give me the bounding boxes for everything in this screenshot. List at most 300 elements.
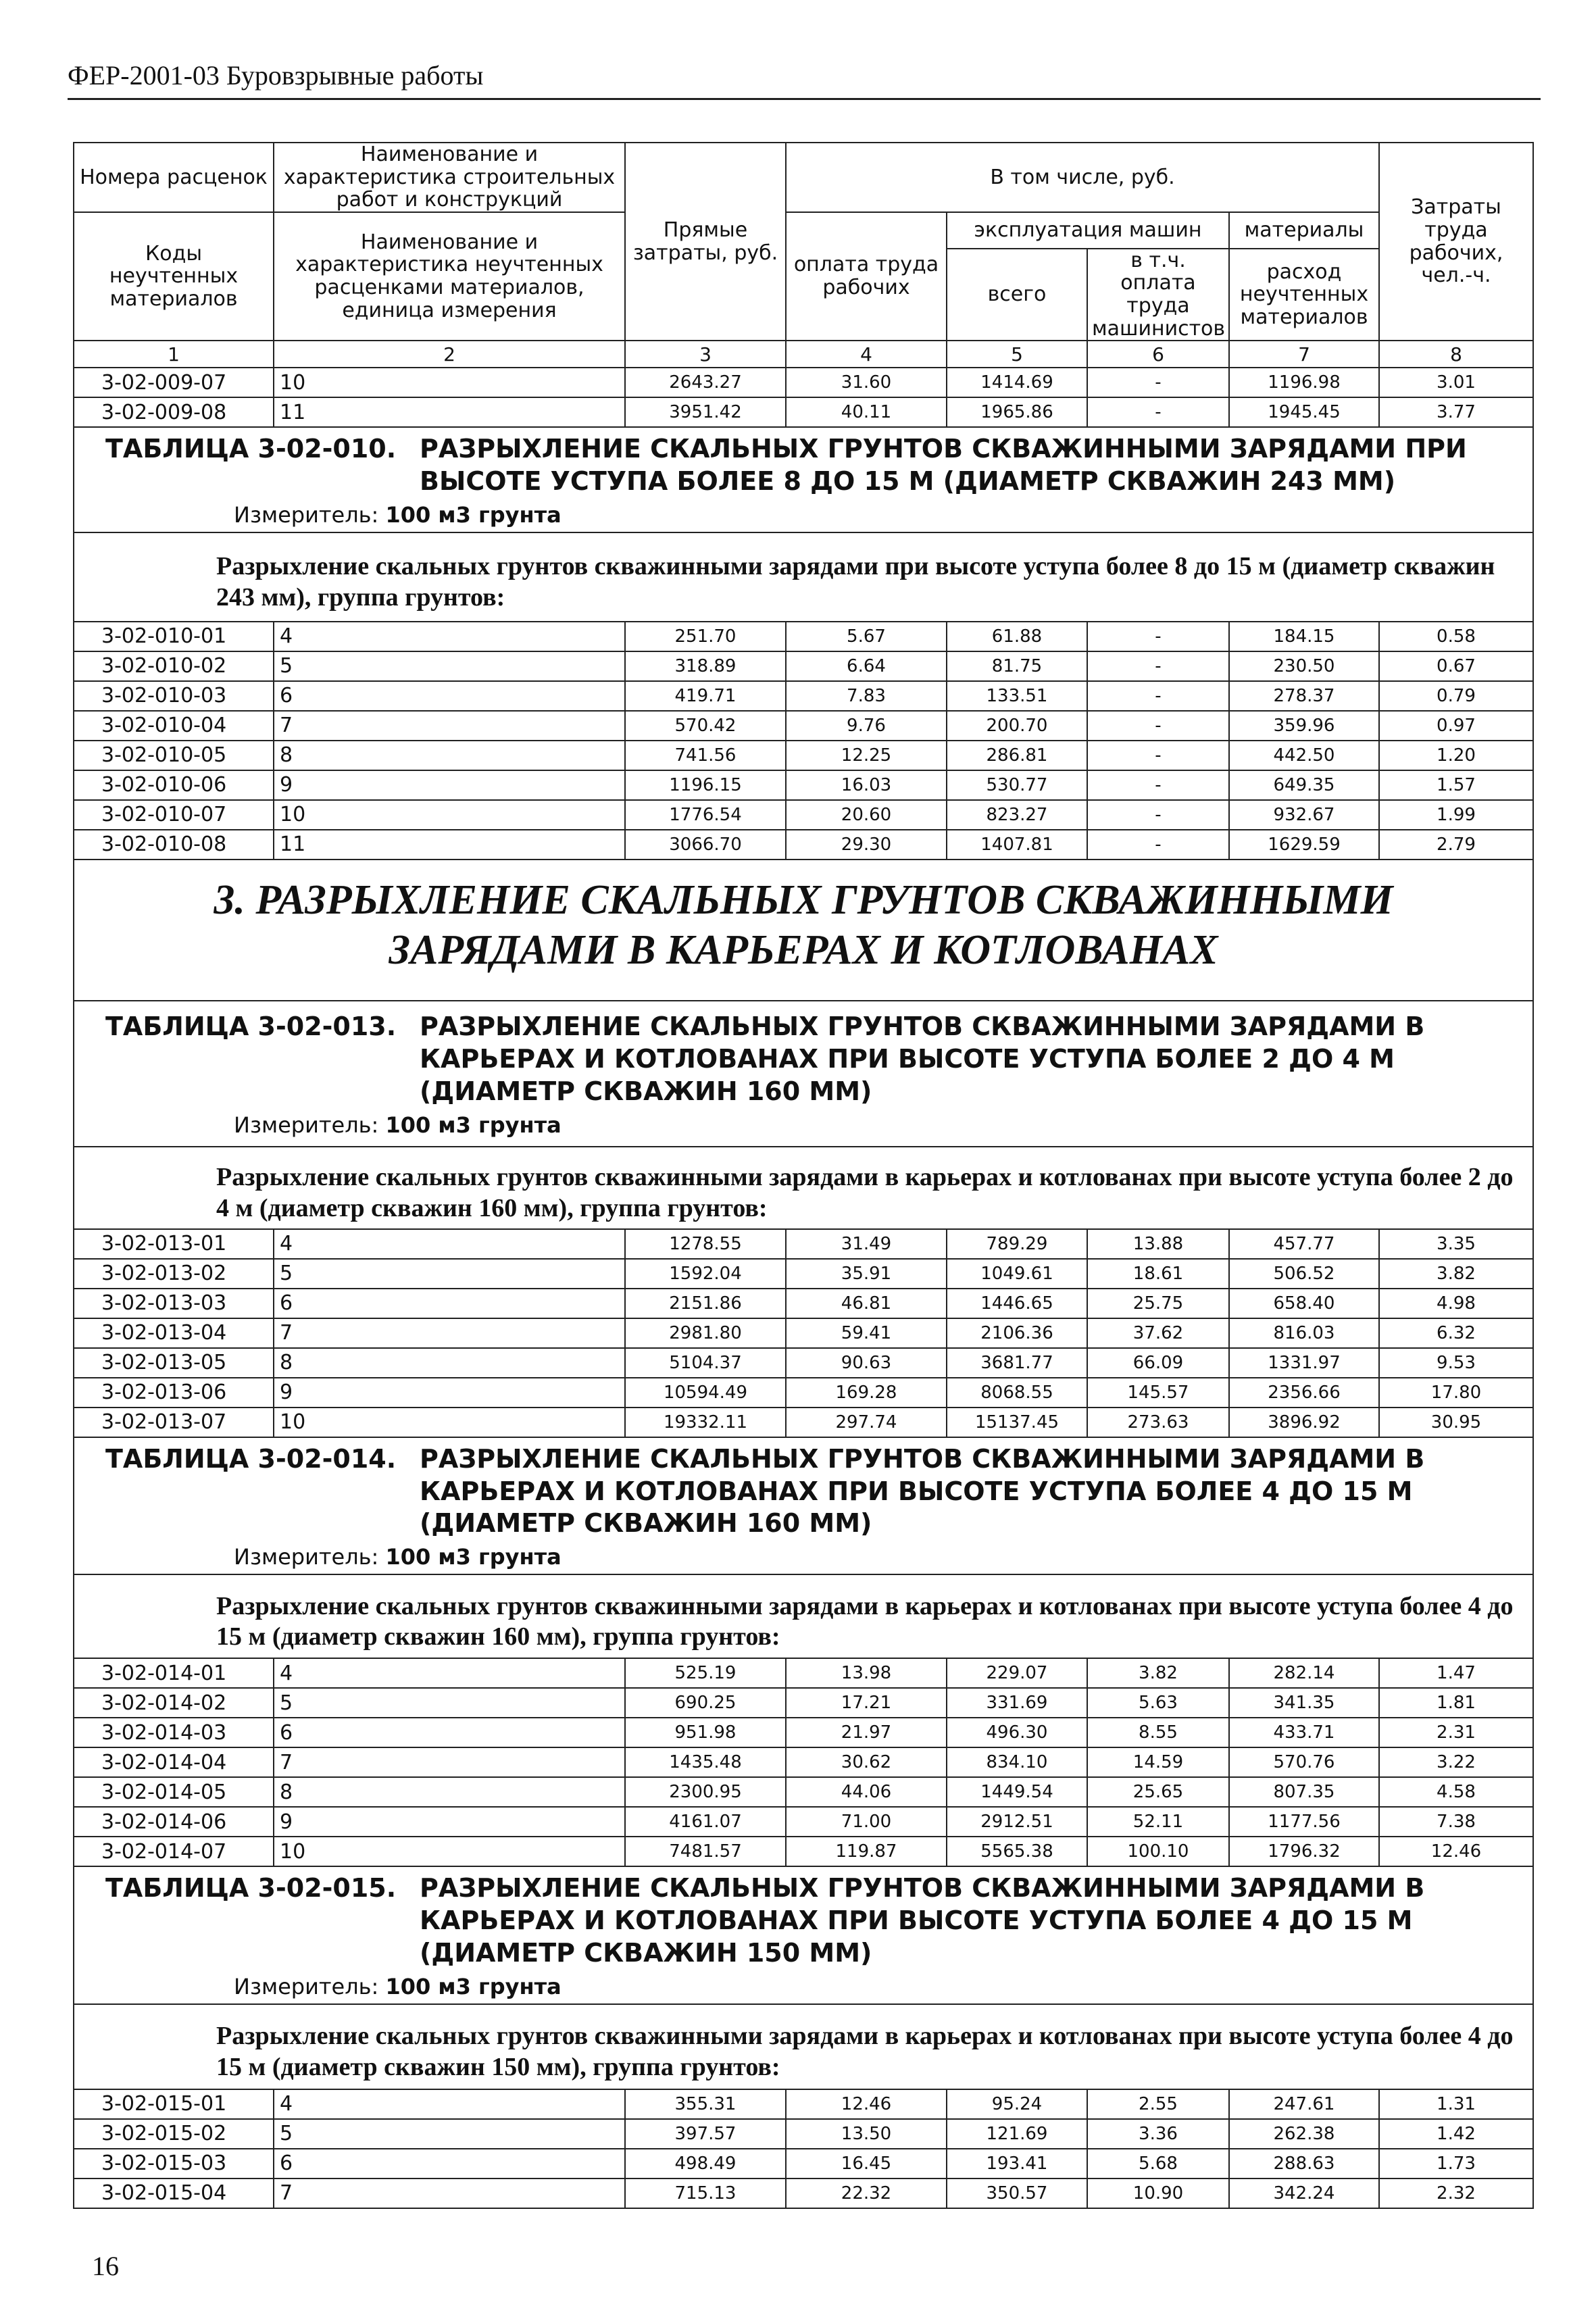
direct-costs-value: 397.57 xyxy=(625,2119,786,2149)
rate-code: 3-02-015-01 xyxy=(74,2089,274,2119)
materials-value: 506.52 xyxy=(1229,1259,1379,1289)
rate-code: 3-02-010-08 xyxy=(74,830,274,860)
column-number: 3 xyxy=(625,341,786,368)
materials-value: 1629.59 xyxy=(1229,830,1379,860)
rate-code: 3-02-010-03 xyxy=(74,681,274,711)
table-row xyxy=(74,651,1533,681)
materials-value: 442.50 xyxy=(1229,741,1379,770)
page-number: 16 xyxy=(92,2251,119,2281)
table-title-text: РАЗРЫХЛЕНИЕ СКАЛЬНЫХ ГРУНТОВ СКВАЖИННЫМИ ЗАРЯДАМИ В КАРЬЕРАХ И КОТЛОВАНАХ ПРИ ВЫСОТЕ УСТУПА БОЛЕЕ 4 ДО 15 М (ДИАМЕТР СКВАЖИН 160 ММ) xyxy=(420,1443,1425,1539)
machines-total-value: 331.69 xyxy=(947,1688,1087,1718)
direct-costs-value: 355.31 xyxy=(625,2089,786,2119)
rate-code: 3-02-014-04 xyxy=(74,1747,274,1777)
table-heading-cell xyxy=(74,1866,1533,2004)
materials-value: 342.24 xyxy=(1229,2179,1379,2208)
machinist-pay-value: 3.36 xyxy=(1087,2119,1229,2149)
worker-pay-value: 119.87 xyxy=(786,1837,947,1866)
table-heading xyxy=(74,1866,1533,2004)
description-text: Разрыхление скальных грунтов скважинными зарядами в карьерах и котлованах при высоте уступа более 4 до 15 м (диаметр скважин 160 мм), группа грунтов: xyxy=(216,1591,1514,1651)
meter-label: Измеритель: xyxy=(234,1973,379,1999)
materials-value: 1945.45 xyxy=(1229,397,1379,427)
labor-costs-value: 1.42 xyxy=(1379,2119,1533,2149)
materials-value: 341.35 xyxy=(1229,1688,1379,1718)
materials-value: 359.96 xyxy=(1229,711,1379,741)
worker-pay-value: 71.00 xyxy=(786,1807,947,1837)
labor-costs-value: 3.01 xyxy=(1379,368,1533,397)
labor-costs-value: 17.80 xyxy=(1379,1378,1533,1408)
col-header-material-codes: Коды неучтенных материалов xyxy=(74,212,274,341)
materials-value: 2356.66 xyxy=(1229,1378,1379,1408)
table-row xyxy=(74,1408,1533,1437)
worker-pay-value: 59.41 xyxy=(786,1318,947,1348)
machines-total-value: 121.69 xyxy=(947,2119,1087,2149)
rate-code: 3-02-015-02 xyxy=(74,2119,274,2149)
table-heading xyxy=(74,427,1533,532)
soil-group: 7 xyxy=(274,2179,625,2208)
meter-value: 100 м3 грунта xyxy=(385,1973,562,1999)
table-title-text: РАЗРЫХЛЕНИЕ СКАЛЬНЫХ ГРУНТОВ СКВАЖИННЫМИ ЗАРЯДАМИ В КАРЬЕРАХ И КОТЛОВАНАХ ПРИ ВЫСОТЕ УСТУПА БОЛЕЕ 2 ДО 4 М (ДИАМЕТР СКВАЖИН 160 ММ) xyxy=(420,1011,1425,1106)
col-header-machines-total: всего xyxy=(947,249,1087,341)
soil-group: 8 xyxy=(274,741,625,770)
section-heading-cell xyxy=(74,860,1533,1001)
col-header-including: В том числе, руб. xyxy=(786,143,1379,212)
machines-total-value: 81.75 xyxy=(947,651,1087,681)
table-heading-cell xyxy=(74,427,1533,532)
machinist-pay-value: 100.10 xyxy=(1087,1837,1229,1866)
machines-total-value: 789.29 xyxy=(947,1229,1087,1259)
machines-total-value: 834.10 xyxy=(947,1747,1087,1777)
worker-pay-value: 9.76 xyxy=(786,711,947,741)
machines-total-value: 200.70 xyxy=(947,711,1087,741)
rate-code: 3-02-014-05 xyxy=(74,1777,274,1807)
direct-costs-value: 1592.04 xyxy=(625,1259,786,1289)
col-header-rate-numbers: Номера расценок xyxy=(74,143,274,212)
direct-costs-value: 1278.55 xyxy=(625,1229,786,1259)
soil-group: 6 xyxy=(274,2149,625,2179)
direct-costs-value: 3066.70 xyxy=(625,830,786,860)
meter-label: Измеритель: xyxy=(234,501,379,528)
labor-costs-value: 7.38 xyxy=(1379,1807,1533,1837)
soil-group: 7 xyxy=(274,1318,625,1348)
rate-code: 3-02-009-07 xyxy=(74,368,274,397)
rate-code: 3-02-009-08 xyxy=(74,397,274,427)
table-row xyxy=(74,1259,1533,1289)
meter-value: 100 м3 грунта xyxy=(385,1544,562,1570)
labor-costs-value: 2.31 xyxy=(1379,1718,1533,1747)
table-row xyxy=(74,830,1533,860)
table-label: ТАБЛИЦА 3-02-014. xyxy=(105,1443,397,1474)
rate-code: 3-02-010-01 xyxy=(74,622,274,651)
table-heading xyxy=(74,1001,1533,1147)
soil-group: 5 xyxy=(274,651,625,681)
machines-total-value: 5565.38 xyxy=(947,1837,1087,1866)
machines-total-value: 8068.55 xyxy=(947,1378,1087,1408)
direct-costs-value: 498.49 xyxy=(625,2149,786,2179)
table-description-cell xyxy=(74,2004,1533,2089)
labor-costs-value: 12.46 xyxy=(1379,1837,1533,1866)
machinist-pay-value: 37.62 xyxy=(1087,1318,1229,1348)
column-number: 5 xyxy=(947,341,1087,368)
section-heading xyxy=(74,860,1533,1001)
col-header-unaccounted-materials: расход неучтенных материалов xyxy=(1229,249,1379,341)
rate-code: 3-02-015-03 xyxy=(74,2149,274,2179)
soil-group: 9 xyxy=(274,770,625,800)
column-numbers-row xyxy=(74,341,1533,368)
table-title-text: РАЗРЫХЛЕНИЕ СКАЛЬНЫХ ГРУНТОВ СКВАЖИННЫМИ ЗАРЯДАМИ ПРИ ВЫСОТЕ УСТУПА БОЛЕЕ 8 ДО 15 М (ДИАМЕТР СКВАЖИН 243 ММ) xyxy=(420,434,1467,497)
labor-costs-value: 4.58 xyxy=(1379,1777,1533,1807)
direct-costs-value: 419.71 xyxy=(625,681,786,711)
soil-group: 10 xyxy=(274,1408,625,1437)
direct-costs-value: 10594.49 xyxy=(625,1378,786,1408)
worker-pay-value: 13.50 xyxy=(786,2119,947,2149)
soil-group: 10 xyxy=(274,368,625,397)
materials-value: 433.71 xyxy=(1229,1718,1379,1747)
table-row xyxy=(74,800,1533,830)
machines-total-value: 530.77 xyxy=(947,770,1087,800)
table-heading xyxy=(74,1437,1533,1575)
labor-costs-value: 1.31 xyxy=(1379,2089,1533,2119)
labor-costs-value: 9.53 xyxy=(1379,1348,1533,1378)
rate-code: 3-02-013-02 xyxy=(74,1259,274,1289)
col-header-materials: материалы xyxy=(1229,212,1379,249)
materials-value: 262.38 xyxy=(1229,2119,1379,2149)
direct-costs-value: 1196.15 xyxy=(625,770,786,800)
table-meter xyxy=(74,1970,1532,2003)
worker-pay-value: 5.67 xyxy=(786,622,947,651)
soil-group: 8 xyxy=(274,1348,625,1378)
direct-costs-value: 5104.37 xyxy=(625,1348,786,1378)
soil-group: 5 xyxy=(274,1259,625,1289)
description-text: Разрыхление скальных грунтов скважинными зарядами в карьерах и котлованах при высоте уступа более 4 до 15 м (диаметр скважин 150 мм), группа грунтов: xyxy=(216,2022,1514,2081)
labor-costs-value: 0.67 xyxy=(1379,651,1533,681)
machinist-pay-value: - xyxy=(1087,368,1229,397)
soil-group: 10 xyxy=(274,1837,625,1866)
table-row xyxy=(74,1378,1533,1408)
rate-code: 3-02-013-07 xyxy=(74,1408,274,1437)
column-number: 8 xyxy=(1379,341,1533,368)
worker-pay-value: 20.60 xyxy=(786,800,947,830)
worker-pay-value: 30.62 xyxy=(786,1747,947,1777)
direct-costs-value: 1435.48 xyxy=(625,1747,786,1777)
description-text: Разрыхление скальных грунтов скважинными зарядами в карьерах и котлованах при высоте уступа более 2 до 4 м (диаметр скважин 160 мм), группа грунтов: xyxy=(216,1163,1514,1222)
machines-total-value: 496.30 xyxy=(947,1718,1087,1747)
rate-code: 3-02-013-05 xyxy=(74,1348,274,1378)
direct-costs-value: 318.89 xyxy=(625,651,786,681)
soil-group: 9 xyxy=(274,1807,625,1837)
soil-group: 5 xyxy=(274,2119,625,2149)
direct-costs-value: 690.25 xyxy=(625,1688,786,1718)
table-row xyxy=(74,1229,1533,1259)
machines-total-value: 61.88 xyxy=(947,622,1087,651)
table-description xyxy=(74,1147,1533,1229)
machinist-pay-value: 5.63 xyxy=(1087,1688,1229,1718)
machines-total-value: 1407.81 xyxy=(947,830,1087,860)
rate-code: 3-02-015-04 xyxy=(74,2179,274,2208)
soil-group: 11 xyxy=(274,397,625,427)
table-row xyxy=(74,1807,1533,1837)
table-heading-cell xyxy=(74,1437,1533,1575)
labor-costs-value: 1.99 xyxy=(1379,800,1533,830)
table-title xyxy=(74,1438,1532,1541)
table-row xyxy=(74,1837,1533,1866)
table-row xyxy=(74,1718,1533,1747)
soil-group: 11 xyxy=(274,830,625,860)
machinist-pay-value: - xyxy=(1087,800,1229,830)
col-header-material-name: Наименование и характеристика неучтенных расценками материалов, единица измерения xyxy=(274,212,625,341)
machines-total-value: 2106.36 xyxy=(947,1318,1087,1348)
machines-total-value: 1049.61 xyxy=(947,1259,1087,1289)
machinist-pay-value: 145.57 xyxy=(1087,1378,1229,1408)
table-description xyxy=(74,1574,1533,1658)
machines-total-value: 133.51 xyxy=(947,681,1087,711)
direct-costs-value: 2300.95 xyxy=(625,1777,786,1807)
materials-value: 658.40 xyxy=(1229,1289,1379,1318)
worker-pay-value: 297.74 xyxy=(786,1408,947,1437)
worker-pay-value: 31.60 xyxy=(786,368,947,397)
worker-pay-value: 46.81 xyxy=(786,1289,947,1318)
table-meter xyxy=(74,1540,1532,1574)
machinist-pay-value: 13.88 xyxy=(1087,1229,1229,1259)
worker-pay-value: 6.64 xyxy=(786,651,947,681)
rates-table xyxy=(73,142,1534,2209)
worker-pay-value: 16.03 xyxy=(786,770,947,800)
direct-costs-value: 2643.27 xyxy=(625,368,786,397)
table-meter xyxy=(74,498,1532,532)
soil-group: 4 xyxy=(274,622,625,651)
labor-costs-value: 3.82 xyxy=(1379,1259,1533,1289)
col-header-labor-costs: Затраты труда рабочих, чел.-ч. xyxy=(1379,143,1533,341)
labor-costs-value: 1.20 xyxy=(1379,741,1533,770)
col-header-worker-pay: оплата труда рабочих xyxy=(786,212,947,341)
table-row xyxy=(74,397,1533,427)
materials-value: 570.76 xyxy=(1229,1747,1379,1777)
labor-costs-value: 2.32 xyxy=(1379,2179,1533,2208)
machines-total-value: 15137.45 xyxy=(947,1408,1087,1437)
soil-group: 6 xyxy=(274,1718,625,1747)
worker-pay-value: 22.32 xyxy=(786,2179,947,2208)
section-title: 3. РАЗРЫХЛЕНИЕ СКАЛЬНЫХ ГРУНТОВ СКВАЖИННЫМИ ЗАРЯДАМИ В КАРЬЕРАХ И КОТЛОВАНАХ xyxy=(214,876,1393,974)
worker-pay-value: 7.83 xyxy=(786,681,947,711)
description-text: Разрыхление скальных грунтов скважинными зарядами при высоте уступа более 8 до 15 м (диаметр скважин 243 мм), группа грунтов: xyxy=(216,552,1495,612)
direct-costs-value: 4161.07 xyxy=(625,1807,786,1837)
materials-value: 3896.92 xyxy=(1229,1408,1379,1437)
page-header: ФЕР-2001-03 Буровзрывные работы xyxy=(68,59,1541,100)
worker-pay-value: 44.06 xyxy=(786,1777,947,1807)
machinist-pay-value: - xyxy=(1087,681,1229,711)
table-description xyxy=(74,2004,1533,2089)
meter-value: 100 м3 грунта xyxy=(385,501,562,528)
table-row xyxy=(74,368,1533,397)
machines-total-value: 3681.77 xyxy=(947,1348,1087,1378)
machinist-pay-value: - xyxy=(1087,741,1229,770)
column-number: 6 xyxy=(1087,341,1229,368)
direct-costs-value: 951.98 xyxy=(625,1718,786,1747)
materials-value: 1177.56 xyxy=(1229,1807,1379,1837)
table-row xyxy=(74,1747,1533,1777)
machines-total-value: 286.81 xyxy=(947,741,1087,770)
labor-costs-value: 3.22 xyxy=(1379,1747,1533,1777)
table-description-cell xyxy=(74,532,1533,622)
direct-costs-value: 525.19 xyxy=(625,1658,786,1688)
rates-document xyxy=(73,142,1532,2206)
materials-value: 932.67 xyxy=(1229,800,1379,830)
rate-code: 3-02-013-06 xyxy=(74,1378,274,1408)
rate-code: 3-02-010-06 xyxy=(74,770,274,800)
table-row xyxy=(74,681,1533,711)
col-header-direct-costs: Прямые затраты, руб. xyxy=(625,143,786,341)
worker-pay-value: 35.91 xyxy=(786,1259,947,1289)
rate-code: 3-02-010-05 xyxy=(74,741,274,770)
machines-total-value: 1414.69 xyxy=(947,368,1087,397)
table-description-cell xyxy=(74,1574,1533,1658)
worker-pay-value: 12.25 xyxy=(786,741,947,770)
soil-group: 10 xyxy=(274,800,625,830)
direct-costs-value: 3951.42 xyxy=(625,397,786,427)
rate-code: 3-02-010-07 xyxy=(74,800,274,830)
materials-value: 816.03 xyxy=(1229,1318,1379,1348)
materials-value: 282.14 xyxy=(1229,1658,1379,1688)
worker-pay-value: 17.21 xyxy=(786,1688,947,1718)
machinist-pay-value: - xyxy=(1087,711,1229,741)
table-row xyxy=(74,1348,1533,1378)
worker-pay-value: 21.97 xyxy=(786,1718,947,1747)
materials-value: 288.63 xyxy=(1229,2149,1379,2179)
machinist-pay-value: 10.90 xyxy=(1087,2179,1229,2208)
table-row xyxy=(74,2089,1533,2119)
table-label: ТАБЛИЦА 3-02-010. xyxy=(105,434,397,464)
labor-costs-value: 0.58 xyxy=(1379,622,1533,651)
machines-total-value: 823.27 xyxy=(947,800,1087,830)
machinist-pay-value: 18.61 xyxy=(1087,1259,1229,1289)
rate-code: 3-02-014-07 xyxy=(74,1837,274,1866)
machinist-pay-value: - xyxy=(1087,397,1229,427)
labor-costs-value: 1.81 xyxy=(1379,1688,1533,1718)
worker-pay-value: 31.49 xyxy=(786,1229,947,1259)
soil-group: 8 xyxy=(274,1777,625,1807)
rate-code: 3-02-014-06 xyxy=(74,1807,274,1837)
worker-pay-value: 40.11 xyxy=(786,397,947,427)
machinist-pay-value: 8.55 xyxy=(1087,1718,1229,1747)
meter-value: 100 м3 грунта xyxy=(385,1112,562,1138)
labor-costs-value: 0.79 xyxy=(1379,681,1533,711)
materials-value: 807.35 xyxy=(1229,1777,1379,1807)
soil-group: 6 xyxy=(274,681,625,711)
machines-total-value: 1446.65 xyxy=(947,1289,1087,1318)
materials-value: 184.15 xyxy=(1229,622,1379,651)
soil-group: 7 xyxy=(274,711,625,741)
column-number: 7 xyxy=(1229,341,1379,368)
table-title xyxy=(74,1867,1532,1970)
column-number: 2 xyxy=(274,341,625,368)
direct-costs-value: 741.56 xyxy=(625,741,786,770)
materials-value: 1196.98 xyxy=(1229,368,1379,397)
machinist-pay-value: 2.55 xyxy=(1087,2089,1229,2119)
table-row xyxy=(74,1289,1533,1318)
machinist-pay-value: - xyxy=(1087,622,1229,651)
meter-label: Измеритель: xyxy=(234,1544,379,1570)
machinist-pay-value: - xyxy=(1087,651,1229,681)
rate-code: 3-02-013-01 xyxy=(74,1229,274,1259)
table-description xyxy=(74,532,1533,622)
soil-group: 4 xyxy=(274,1229,625,1259)
soil-group: 5 xyxy=(274,1688,625,1718)
table-row xyxy=(74,2119,1533,2149)
table-label: ТАБЛИЦА 3-02-013. xyxy=(105,1011,397,1041)
soil-group: 6 xyxy=(274,1289,625,1318)
labor-costs-value: 2.79 xyxy=(1379,830,1533,860)
table-row xyxy=(74,711,1533,741)
materials-value: 278.37 xyxy=(1229,681,1379,711)
machinist-pay-value: 25.65 xyxy=(1087,1777,1229,1807)
machinist-pay-value: 3.82 xyxy=(1087,1658,1229,1688)
direct-costs-value: 2151.86 xyxy=(625,1289,786,1318)
direct-costs-value: 2981.80 xyxy=(625,1318,786,1348)
machinist-pay-value: - xyxy=(1087,830,1229,860)
rate-code: 3-02-010-04 xyxy=(74,711,274,741)
table-row xyxy=(74,741,1533,770)
col-header-machinist-pay: в т.ч. оплата труда машинистов xyxy=(1087,249,1229,341)
col-header-machines: эксплуатация машин xyxy=(947,212,1229,249)
machines-total-value: 1449.54 xyxy=(947,1777,1087,1807)
meter-label: Измеритель: xyxy=(234,1112,379,1138)
table-row xyxy=(74,622,1533,651)
machinist-pay-value: 273.63 xyxy=(1087,1408,1229,1437)
soil-group: 9 xyxy=(274,1378,625,1408)
labor-costs-value: 30.95 xyxy=(1379,1408,1533,1437)
labor-costs-value: 1.73 xyxy=(1379,2149,1533,2179)
rate-code: 3-02-013-04 xyxy=(74,1318,274,1348)
machinist-pay-value: 14.59 xyxy=(1087,1747,1229,1777)
machines-total-value: 350.57 xyxy=(947,2179,1087,2208)
worker-pay-value: 12.46 xyxy=(786,2089,947,2119)
direct-costs-value: 1776.54 xyxy=(625,800,786,830)
labor-costs-value: 0.97 xyxy=(1379,711,1533,741)
worker-pay-value: 29.30 xyxy=(786,830,947,860)
table-row xyxy=(74,1688,1533,1718)
table-title xyxy=(74,428,1532,498)
machines-total-value: 1965.86 xyxy=(947,397,1087,427)
worker-pay-value: 16.45 xyxy=(786,2149,947,2179)
machines-total-value: 193.41 xyxy=(947,2149,1087,2179)
table-description-cell xyxy=(74,1147,1533,1229)
direct-costs-value: 251.70 xyxy=(625,622,786,651)
table-title xyxy=(74,1005,1532,1108)
labor-costs-value: 3.35 xyxy=(1379,1229,1533,1259)
rate-code: 3-02-014-02 xyxy=(74,1688,274,1718)
materials-value: 247.61 xyxy=(1229,2089,1379,2119)
rate-code: 3-02-010-02 xyxy=(74,651,274,681)
worker-pay-value: 13.98 xyxy=(786,1658,947,1688)
materials-value: 1796.32 xyxy=(1229,1837,1379,1866)
table-row xyxy=(74,2149,1533,2179)
column-number: 1 xyxy=(74,341,274,368)
worker-pay-value: 90.63 xyxy=(786,1348,947,1378)
table-heading-cell xyxy=(74,1001,1533,1147)
labor-costs-value: 4.98 xyxy=(1379,1289,1533,1318)
machinist-pay-value: 52.11 xyxy=(1087,1807,1229,1837)
direct-costs-value: 715.13 xyxy=(625,2179,786,2208)
materials-value: 457.77 xyxy=(1229,1229,1379,1259)
table-row xyxy=(74,1777,1533,1807)
labor-costs-value: 3.77 xyxy=(1379,397,1533,427)
table-meter xyxy=(74,1108,1532,1142)
rate-code: 3-02-014-01 xyxy=(74,1658,274,1688)
materials-value: 1331.97 xyxy=(1229,1348,1379,1378)
soil-group: 4 xyxy=(274,1658,625,1688)
machinist-pay-value: 5.68 xyxy=(1087,2149,1229,2179)
col-header-work-name: Наименование и характеристика строительных работ и конструкций xyxy=(274,143,625,212)
table-row xyxy=(74,770,1533,800)
